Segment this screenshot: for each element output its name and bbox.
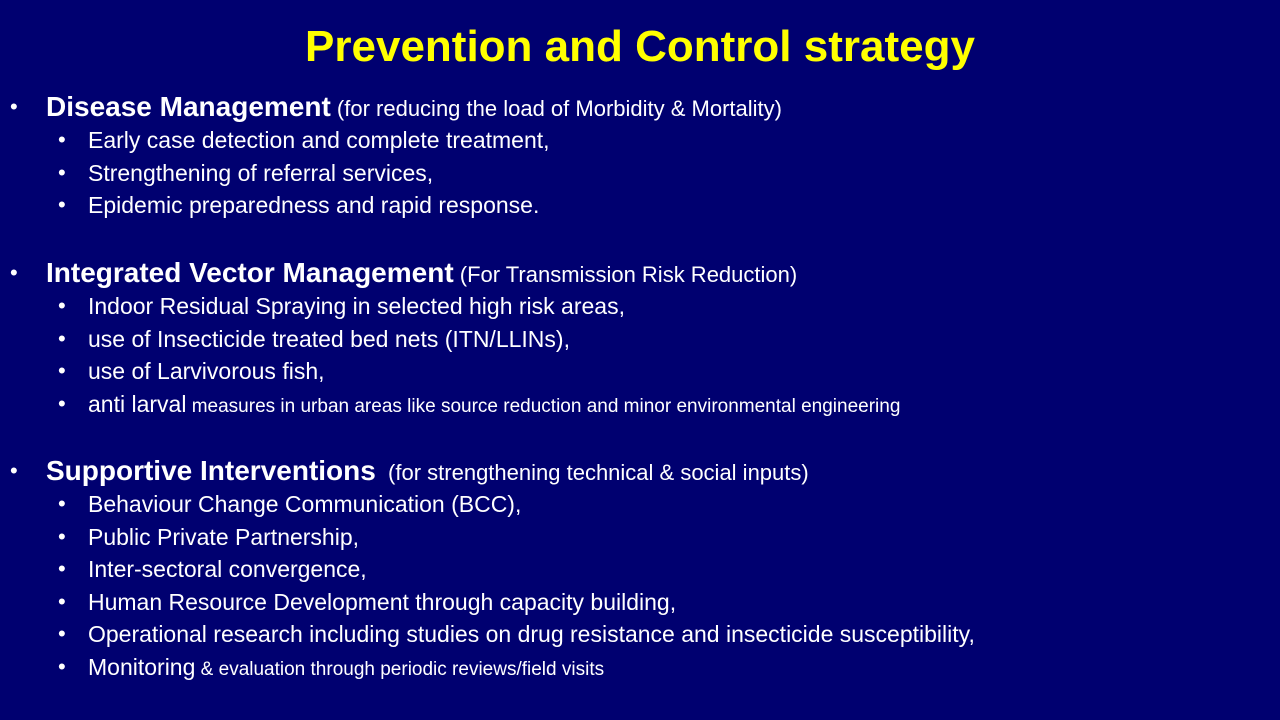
section-supportive-interventions (0, 454, 1280, 683)
list-item (0, 290, 1280, 323)
slide-title: Prevention and Control strategy (305, 22, 975, 71)
list-item-text: use of Insecticide treated bed nets (ITN/LLINs), (88, 325, 570, 352)
heading-title: Disease Management (46, 91, 331, 122)
bullet-icon: • (10, 94, 18, 119)
list-item (0, 189, 1280, 222)
list-item-text: Monitoring (88, 653, 196, 680)
bullet-icon: • (58, 325, 66, 351)
bullet-icon: • (58, 293, 66, 318)
list-item-text: Operational research including studies on drug resistance and insecticide susceptibility, (88, 621, 975, 647)
heading-note: (for reducing the load of Morbidity & Mortality) (330, 96, 782, 121)
section-disease-management (0, 90, 1280, 222)
list-item-text: Early case detection and complete treatment, (88, 127, 550, 153)
heading-title: Supportive Interventions (46, 455, 376, 486)
section-heading (0, 256, 1280, 290)
bullet-icon: • (58, 127, 66, 152)
list-item-text: anti larval (88, 390, 187, 417)
list-item (0, 388, 1280, 421)
bullet-icon: • (58, 556, 66, 581)
list-item (0, 323, 1280, 356)
list-item (0, 521, 1280, 554)
bullet-icon: • (58, 390, 66, 416)
list-item-text: use of Larvivorous fish, (88, 358, 325, 384)
heading-note: (for strengthening technical & social inputs) (375, 460, 809, 485)
bullet-icon: • (58, 653, 66, 679)
list-item-text: Behaviour Change Communication (BCC), (88, 491, 522, 517)
bullet-icon: • (58, 159, 66, 185)
heading-title: Integrated Vector Management (46, 257, 454, 288)
section-heading (0, 90, 1280, 124)
list-item (0, 355, 1280, 388)
list-item-text: Strengthening of referral services, (88, 159, 434, 186)
list-item (0, 553, 1280, 586)
list-item (0, 618, 1280, 651)
list-item-continuation: measures in urban areas like source reduction and minor environmental engineering (186, 395, 901, 417)
section-integrated-vector-management (0, 256, 1280, 420)
heading-note: (For Transmission Risk Reduction) (453, 262, 798, 287)
list-item-text: Epidemic preparedness and rapid response. (88, 192, 540, 218)
bullet-icon: • (58, 523, 66, 549)
bullet-icon: • (58, 192, 66, 217)
bullet-icon: • (10, 458, 18, 483)
list-item (0, 488, 1280, 521)
list-item (0, 586, 1280, 619)
bullet-icon: • (58, 358, 66, 383)
list-item-text: Human Resource Development through capacity building, (88, 588, 677, 615)
list-item (0, 124, 1280, 157)
bullet-icon: • (58, 491, 66, 516)
list-item (0, 157, 1280, 190)
list-item-text: Public Private Partnership, (88, 523, 360, 550)
section-heading (0, 454, 1280, 488)
list-item-text: Inter-sectoral convergence, (88, 556, 367, 582)
list-item-text: Indoor Residual Spraying in selected high risk areas, (88, 293, 625, 319)
list-item (0, 651, 1280, 684)
bullet-icon: • (58, 588, 66, 614)
bullet-icon: • (58, 621, 66, 646)
list-item-continuation: & evaluation through periodic reviews/field visits (195, 658, 605, 680)
bullet-icon: • (10, 260, 18, 285)
